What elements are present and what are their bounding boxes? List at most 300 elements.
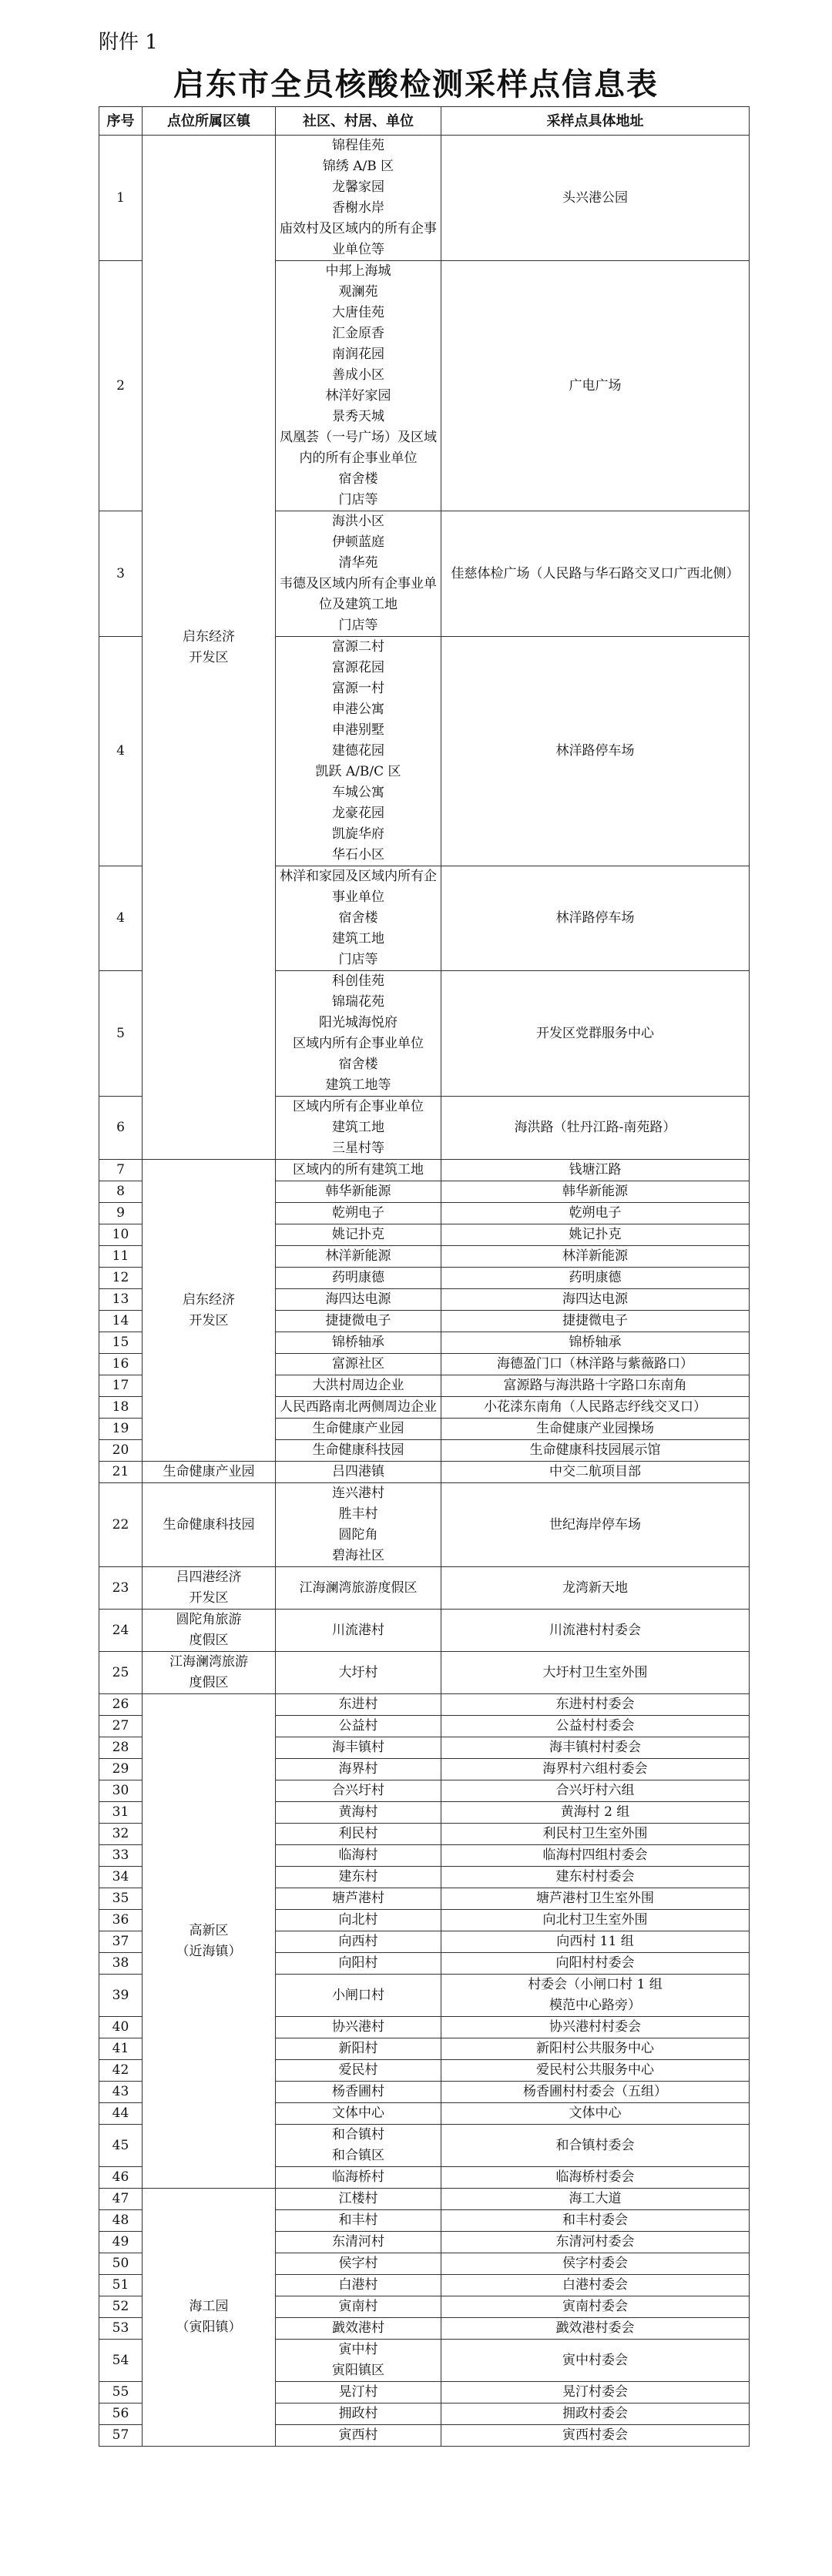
address-cell — [441, 1716, 750, 1737]
unit-line: 侯字村 — [338, 2256, 378, 2271]
table-body — [99, 136, 750, 2447]
address-line: 中交二航项目部 — [549, 1464, 641, 1479]
units-cell — [276, 1567, 441, 1610]
address-line: 寅中村委会 — [562, 2352, 628, 2368]
unit-line: 生命健康科技园 — [312, 1442, 404, 1458]
row-number: 44 — [99, 2103, 143, 2125]
address-line: 世纪海岸停车场 — [549, 1516, 641, 1533]
unit-line: 江楼村 — [338, 2191, 378, 2206]
district-line: 开发区 — [189, 649, 229, 665]
units-cell — [276, 1311, 441, 1332]
unit-line: 黄海村 — [338, 1804, 378, 1820]
row-number: 26 — [99, 1694, 143, 1716]
row-number: 20 — [99, 1440, 143, 1462]
address-line: 戤效港村委会 — [555, 2320, 635, 2336]
unit-line: 海丰镇村 — [332, 1740, 384, 1755]
unit-line: 圆陀角 — [338, 1527, 378, 1543]
district-cell — [143, 1160, 276, 1462]
unit-line: 区域内的所有建筑工地 — [293, 1162, 424, 1177]
address-cell — [441, 971, 750, 1097]
unit-line: 新阳村 — [338, 2041, 378, 2056]
units-cell — [276, 1737, 441, 1759]
table-row — [99, 1694, 750, 1716]
address-line: 寅西村委会 — [562, 2427, 628, 2443]
row-number: 45 — [99, 2125, 143, 2167]
address-line: 建东村村委会 — [555, 1869, 635, 1884]
row-number: 40 — [99, 2017, 143, 2038]
row-number: 7 — [99, 1160, 143, 1181]
unit-line: 富源二村 — [332, 639, 384, 655]
address-cell — [441, 511, 750, 637]
header-no: 序号 — [99, 107, 143, 136]
units-cell — [276, 2125, 441, 2167]
units-cell — [276, 2403, 441, 2425]
address-line: 广电广场 — [569, 377, 622, 394]
units-cell — [276, 2060, 441, 2082]
unit-line: 向西村 — [338, 1934, 378, 1949]
header-units: 社区、村居、单位 — [276, 107, 441, 136]
address-line: 海德盈门口（林洋路与紫薇路口） — [497, 1356, 693, 1372]
unit-line: 姚记扑克 — [332, 1227, 384, 1242]
unit-line: 川流港村 — [332, 1622, 384, 1638]
units-cell — [276, 1694, 441, 1716]
row-number: 50 — [99, 2253, 143, 2275]
unit-line: 人民西路南北两侧周边企业 — [280, 1399, 437, 1415]
unit-line: 龙馨家园 — [332, 179, 384, 195]
address-line: 向西村 11 组 — [556, 1934, 634, 1949]
unit-line: 杨香圃村 — [332, 2084, 384, 2099]
row-number: 11 — [99, 1246, 143, 1268]
row-number: 24 — [99, 1610, 143, 1652]
row-number: 27 — [99, 1716, 143, 1737]
unit-line: 临海桥村 — [332, 2169, 384, 2185]
unit-line: 宿舍楼 — [338, 471, 378, 487]
address-line: 文体中心 — [569, 2105, 622, 2121]
address-cell — [441, 1975, 750, 2017]
unit-line: 三星村等 — [332, 1141, 384, 1156]
units-cell — [276, 1203, 441, 1224]
unit-line: 观澜苑 — [338, 284, 378, 300]
unit-line: 宿舍楼 — [338, 910, 378, 926]
row-number: 23 — [99, 1567, 143, 1610]
address-line: 临海桥村委会 — [555, 2169, 635, 2185]
unit-line: 凯跃 A/B/C 区 — [315, 764, 401, 779]
address-line: 向北村卫生室外围 — [542, 1912, 648, 1928]
units-cell — [276, 1975, 441, 2017]
unit-line: 胜丰村 — [338, 1506, 378, 1522]
units-cell — [276, 1888, 441, 1910]
units-cell — [276, 1802, 441, 1824]
address-cell — [441, 1931, 750, 1953]
units-cell — [276, 2210, 441, 2232]
district-line: 生命健康科技园 — [163, 1516, 255, 1533]
row-number: 4 — [99, 866, 143, 971]
table-row — [99, 1652, 750, 1694]
address-cell — [441, 1567, 750, 1610]
units-cell — [276, 2253, 441, 2275]
district-line: 度假区 — [189, 1633, 229, 1648]
units-cell — [276, 1931, 441, 1953]
unit-line: 汇金原香 — [332, 326, 384, 341]
district-cell — [143, 1652, 276, 1694]
table-row — [99, 1567, 750, 1610]
address-line: 富源路与海洪路十字路口东南角 — [503, 1378, 687, 1393]
row-number: 6 — [99, 1097, 143, 1160]
address-line: 东进村村委会 — [555, 1697, 635, 1712]
row-number: 48 — [99, 2210, 143, 2232]
unit-line: 和丰村 — [338, 2213, 378, 2228]
unit-line: 申港公寓 — [332, 702, 384, 717]
unit-line: 富源一村 — [332, 681, 384, 696]
units-cell — [276, 1097, 441, 1160]
address-line: 临海村四组村委会 — [542, 1847, 648, 1863]
address-cell — [441, 1867, 750, 1888]
row-number: 32 — [99, 1824, 143, 1845]
unit-line: 富源社区 — [332, 1356, 384, 1372]
unit-line: 利民村 — [338, 1826, 378, 1841]
district-cell — [143, 1694, 276, 2189]
row-number: 43 — [99, 2082, 143, 2103]
units-cell — [276, 1440, 441, 1462]
units-cell — [276, 1610, 441, 1652]
address-line: 捷捷微电子 — [562, 1313, 628, 1328]
district-line: 圆陀角旅游 — [176, 1612, 242, 1627]
unit-line: 清华苑 — [338, 555, 378, 571]
district-line: （近海镇） — [176, 1943, 242, 1959]
address-cell — [441, 2210, 750, 2232]
unit-line: 乾朔电子 — [332, 1205, 384, 1221]
row-number: 18 — [99, 1397, 143, 1419]
address-cell — [441, 1160, 750, 1181]
address-cell — [441, 1802, 750, 1824]
address-cell — [441, 2060, 750, 2082]
address-cell — [441, 2082, 750, 2103]
address-line: 小花渁东南角（人民路志纾线交叉口） — [484, 1399, 706, 1415]
unit-line: 大圩村 — [338, 1664, 378, 1680]
unit-line: 文体中心 — [332, 2105, 384, 2121]
address-cell — [441, 1311, 750, 1332]
address-line: 村委会（小闸口村 1 组 — [528, 1977, 663, 1992]
row-number: 55 — [99, 2382, 143, 2403]
row-number: 30 — [99, 1780, 143, 1802]
address-line: 钱塘江路 — [569, 1162, 622, 1177]
units-cell — [276, 2082, 441, 2103]
units-cell — [276, 2167, 441, 2189]
unit-line: 和合镇区 — [332, 2148, 384, 2163]
address-line: 海四达电源 — [562, 1291, 628, 1307]
unit-line: 南润花园 — [332, 347, 384, 362]
unit-line: 建筑工地等 — [325, 1077, 391, 1093]
unit-line: 凯旋华府 — [332, 826, 384, 842]
annex-label: 附件 1 — [99, 31, 158, 54]
address-line: 黄海村 2 组 — [560, 1804, 630, 1820]
address-cell — [441, 2038, 750, 2060]
units-cell — [276, 1181, 441, 1203]
row-number: 52 — [99, 2296, 143, 2318]
unit-line: 宿舍楼 — [338, 1057, 378, 1072]
address-line: 侯字村委会 — [562, 2256, 628, 2271]
row-number: 15 — [99, 1332, 143, 1354]
address-cell — [441, 1780, 750, 1802]
unit-line: 临海村 — [338, 1847, 378, 1863]
address-line: 乾朔电子 — [569, 1205, 622, 1221]
unit-line: 小闸口村 — [332, 1987, 384, 2003]
row-number: 33 — [99, 1845, 143, 1867]
row-number: 3 — [99, 511, 143, 637]
units-cell — [276, 1716, 441, 1737]
address-cell — [441, 1181, 750, 1203]
address-line: 海界村六组村委会 — [542, 1761, 648, 1777]
row-number: 16 — [99, 1354, 143, 1375]
address-line: 锦桥轴承 — [569, 1335, 622, 1350]
units-cell — [276, 1375, 441, 1397]
address-cell — [441, 2189, 750, 2210]
address-cell — [441, 1354, 750, 1375]
row-number: 38 — [99, 1953, 143, 1975]
row-number: 46 — [99, 2167, 143, 2189]
document-title: 启东市全员核酸检测采样点信息表 — [173, 66, 659, 102]
unit-line: 龙豪花园 — [332, 806, 384, 821]
units-cell — [276, 2340, 441, 2382]
units-cell — [276, 2296, 441, 2318]
row-number: 53 — [99, 2318, 143, 2340]
row-number: 36 — [99, 1910, 143, 1931]
row-number: 51 — [99, 2275, 143, 2296]
units-cell — [276, 1224, 441, 1246]
district-line: 江海澜湾旅游 — [169, 1654, 248, 1670]
unit-line: 门店等 — [338, 618, 378, 633]
units-cell — [276, 971, 441, 1097]
unit-line: 锦程佳苑 — [332, 138, 384, 153]
address-line: 合兴圩村六组 — [555, 1783, 635, 1798]
address-line: 海工大道 — [569, 2191, 622, 2206]
row-number: 49 — [99, 2232, 143, 2253]
address-cell — [441, 1462, 750, 1483]
unit-line: 向阳村 — [338, 1955, 378, 1971]
address-line: 晃汀村委会 — [562, 2384, 628, 2400]
row-number: 21 — [99, 1462, 143, 1483]
address-cell — [441, 2318, 750, 2340]
unit-line: 阳光城海悦府 — [319, 1015, 398, 1030]
address-cell — [441, 1097, 750, 1160]
unit-line: 中邦上海城 — [325, 263, 391, 279]
address-line: 川流港村村委会 — [549, 1622, 641, 1638]
units-cell — [276, 866, 441, 971]
unit-line: 林洋好家园 — [325, 388, 391, 404]
address-cell — [441, 1953, 750, 1975]
units-cell — [276, 1483, 441, 1567]
table-header-row — [99, 107, 750, 136]
unit-line: 锦绣 A/B 区 — [322, 159, 394, 174]
address-cell — [441, 1910, 750, 1931]
address-line: 林洋路停车场 — [555, 743, 635, 759]
row-number: 22 — [99, 1483, 143, 1567]
unit-line: 林洋新能源 — [325, 1248, 391, 1264]
units-cell — [276, 1160, 441, 1181]
address-line: 寅南村委会 — [562, 2299, 628, 2314]
row-number: 35 — [99, 1888, 143, 1910]
address-cell — [441, 2425, 750, 2447]
units-cell — [276, 1910, 441, 1931]
address-line: 韩华新能源 — [562, 1184, 628, 1199]
unit-line: 凤凰荟（一号广场）及区域内的所有企事业单位 — [280, 430, 437, 466]
address-cell — [441, 1268, 750, 1289]
unit-line: 生命健康产业园 — [312, 1421, 404, 1436]
unit-line: 大唐佳苑 — [332, 305, 384, 320]
address-cell — [441, 1888, 750, 1910]
address-cell — [441, 1759, 750, 1780]
address-line: 杨香圃村村委会（五组） — [523, 2084, 667, 2099]
unit-line: 景秀天城 — [332, 409, 384, 424]
units-cell — [276, 2189, 441, 2210]
row-number: 4 — [99, 637, 143, 866]
address-cell — [441, 2232, 750, 2253]
units-cell — [276, 1953, 441, 1975]
unit-line: 戤效港村 — [332, 2320, 384, 2336]
unit-line: 门店等 — [338, 492, 378, 507]
address-line: 佳慈体检广场（人民路与华石路交叉口广西北侧） — [451, 565, 740, 581]
address-line: 头兴港公园 — [562, 189, 628, 206]
units-cell — [276, 2103, 441, 2125]
table-row — [99, 136, 750, 261]
unit-line: 区域内所有企事业单位 — [293, 1099, 424, 1114]
address-cell — [441, 2382, 750, 2403]
district-cell — [143, 1567, 276, 1610]
address-cell — [441, 866, 750, 971]
units-cell — [276, 136, 441, 261]
address-cell — [441, 1845, 750, 1867]
units-cell — [276, 1268, 441, 1289]
row-number: 12 — [99, 1268, 143, 1289]
unit-line: 碧海社区 — [332, 1548, 384, 1563]
unit-line: 富源花园 — [332, 660, 384, 675]
unit-line: 拥政村 — [338, 2406, 378, 2421]
address-line: 白港村委会 — [562, 2277, 628, 2293]
row-number: 37 — [99, 1931, 143, 1953]
address-cell — [441, 637, 750, 866]
units-cell — [276, 1780, 441, 1802]
address-line: 塘芦港村卫生室外围 — [536, 1891, 654, 1906]
units-cell — [276, 1845, 441, 1867]
unit-line: 向北村 — [338, 1912, 378, 1928]
unit-line: 东进村 — [338, 1697, 378, 1712]
address-cell — [441, 1203, 750, 1224]
district-line: 开发区 — [189, 1312, 229, 1328]
unit-line: 塘芦港村 — [332, 1891, 384, 1906]
district-cell — [143, 2189, 276, 2447]
unit-line: 捷捷微电子 — [325, 1313, 391, 1328]
address-line: 林洋新能源 — [562, 1248, 628, 1264]
units-cell — [276, 1759, 441, 1780]
district-line: 高新区 — [189, 1922, 229, 1938]
unit-line: 东清河村 — [332, 2234, 384, 2249]
district-line: 海工园 — [189, 2299, 229, 2314]
address-cell — [441, 1440, 750, 1462]
address-cell — [441, 136, 750, 261]
address-cell — [441, 2017, 750, 2038]
row-number: 19 — [99, 1419, 143, 1440]
unit-line: 伊顿蓝庭 — [332, 534, 384, 550]
units-cell — [276, 2232, 441, 2253]
units-cell — [276, 1867, 441, 1888]
unit-line: 海洪小区 — [332, 514, 384, 529]
row-number: 28 — [99, 1737, 143, 1759]
address-line: 姚记扑克 — [569, 1227, 622, 1242]
row-number: 47 — [99, 2189, 143, 2210]
district-line: 生命健康产业园 — [163, 1464, 255, 1479]
unit-line: 车城公寓 — [332, 785, 384, 800]
address-cell — [441, 2340, 750, 2382]
row-number: 54 — [99, 2340, 143, 2382]
header-address: 采样点具体地址 — [441, 107, 750, 136]
address-cell — [441, 2253, 750, 2275]
unit-line: 大洪村周边企业 — [312, 1378, 404, 1393]
unit-line: 海界村 — [338, 1761, 378, 1777]
unit-line: 公益村 — [338, 1718, 378, 1734]
units-cell — [276, 1462, 441, 1483]
row-number: 2 — [99, 261, 143, 511]
unit-line: 海四达电源 — [325, 1291, 391, 1307]
address-line: 大圩村卫生室外围 — [542, 1664, 648, 1680]
address-cell — [441, 1652, 750, 1694]
units-cell — [276, 2275, 441, 2296]
row-number: 41 — [99, 2038, 143, 2060]
units-cell — [276, 637, 441, 866]
row-number: 17 — [99, 1375, 143, 1397]
address-cell — [441, 1289, 750, 1311]
address-cell — [441, 1332, 750, 1354]
unit-line: 寅阳镇区 — [332, 2363, 384, 2378]
unit-line: 申港别墅 — [332, 722, 384, 738]
sampling-sites-table — [99, 106, 750, 2447]
address-cell — [441, 1224, 750, 1246]
row-number: 8 — [99, 1181, 143, 1203]
address-line: 爱民村公共服务中心 — [536, 2062, 654, 2078]
district-line: 吕四港经济 — [176, 1569, 242, 1585]
row-number: 34 — [99, 1867, 143, 1888]
unit-line: 爱民村 — [338, 2062, 378, 2078]
unit-line: 科创佳苑 — [332, 973, 384, 989]
unit-line: 锦桥轴承 — [332, 1335, 384, 1350]
unit-line: 连兴港村 — [332, 1486, 384, 1501]
address-cell — [441, 1483, 750, 1567]
unit-line: 白港村 — [338, 2277, 378, 2293]
address-line: 开发区党群服务中心 — [536, 1025, 654, 1041]
table-row — [99, 2189, 750, 2210]
address-cell — [441, 1419, 750, 1440]
units-cell — [276, 261, 441, 511]
row-number: 56 — [99, 2403, 143, 2425]
unit-line: 合兴圩村 — [332, 1783, 384, 1798]
district-cell — [143, 136, 276, 1160]
address-line: 和合镇村委会 — [555, 2137, 635, 2153]
district-cell — [143, 1462, 276, 1483]
unit-line: 江海澜湾旅游度假区 — [299, 1579, 418, 1596]
address-cell — [441, 1610, 750, 1652]
unit-line: 香榭水岸 — [332, 200, 384, 216]
address-line: 向阳村村委会 — [555, 1955, 635, 1971]
row-number: 25 — [99, 1652, 143, 1694]
unit-line: 韦德及区域内所有企事业单位及建筑工地 — [280, 576, 437, 612]
address-cell — [441, 2275, 750, 2296]
address-line: 海洪路（牡丹江路-南苑路） — [514, 1120, 676, 1135]
address-line: 拥政村委会 — [562, 2406, 628, 2421]
unit-line: 晃汀村 — [338, 2384, 378, 2400]
row-number: 1 — [99, 136, 143, 261]
row-number: 42 — [99, 2060, 143, 2082]
address-line: 利民村卫生室外围 — [542, 1826, 648, 1841]
header-district: 点位所属区镇 — [143, 107, 276, 136]
